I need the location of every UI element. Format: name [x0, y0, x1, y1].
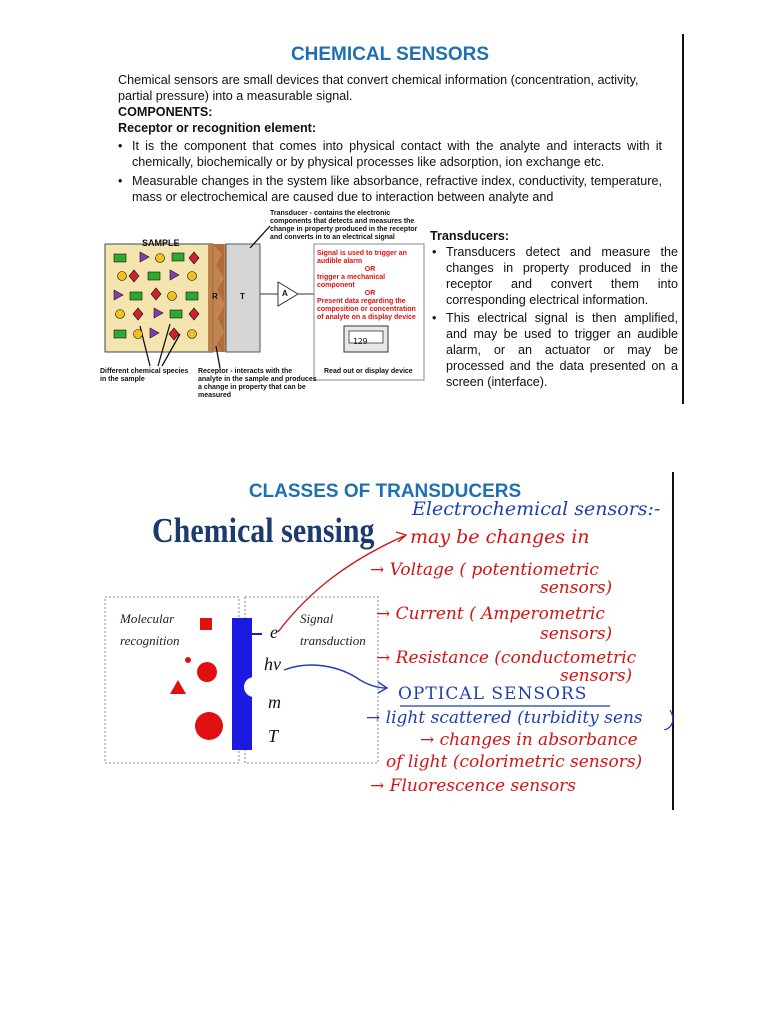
transducer-bullet: • This electrical signal is then amplified, and may be used to trigger an audible alarm, or an actuator or may be processed and the data presented on a screen (interface).	[430, 310, 678, 390]
note-resistance-sensors: sensors)	[560, 666, 633, 686]
receptor-note: Receptor - interacts with the analyte in the sample and produces a change in property that can be measured	[198, 368, 317, 399]
amplifier-triangle	[278, 282, 298, 306]
transducer-bullet: • Transducers detect and measure the changes in property produced in the receptor and convert them into corresponding electrical information.	[430, 244, 678, 308]
receptor-bullet: • It is the component that comes into physical contact with the analyte and interacts with it chemically, biochemically or by physical processes like adsorption, ion exchange etc.	[116, 138, 662, 170]
signal-type-m: m	[268, 692, 281, 712]
signal-type-hv: hv	[264, 654, 281, 674]
species-label: Different chemical species in the sample	[100, 368, 189, 383]
note-current-sensors: sensors)	[540, 624, 613, 644]
transducer-note: Transducer - contains the electronic components that detects and measures the change in property produced in the receptor and converts in to an electrical signal	[270, 210, 418, 241]
note-changes: may be changes in	[410, 526, 590, 548]
red-dot	[185, 657, 191, 663]
signal-notes	[317, 250, 423, 322]
components-heading-text: COMPONENTS:	[118, 105, 213, 119]
signal-note: Present data regarding the composition or concentration of analyte on a display device	[317, 298, 416, 321]
note-current: → Current ( Amperometric	[376, 604, 605, 624]
note-absorbance: → changes in absorbance	[420, 730, 638, 750]
receptor-letter: R	[212, 292, 218, 301]
slide2-title: CLASSES OF TRANSDUCERS	[248, 481, 522, 502]
receptor-bullet-list	[116, 138, 662, 205]
receptor-notch	[244, 677, 264, 697]
red-triangle	[170, 680, 186, 694]
red-circle-large	[195, 712, 223, 740]
amplifier-letter: A	[282, 289, 288, 298]
slide1-title: CHEMICAL SENSORS	[290, 44, 490, 65]
receptor-bullet: • Measurable changes in the system like absorbance, refractive index, conductivity, temperature, mass or electrochemical are caused due to interaction between analyte and	[116, 173, 662, 205]
note-voltage: → Voltage ( potentiometric	[370, 560, 599, 580]
note-resistance: → Resistance (conductometric	[376, 648, 637, 668]
signal-label: Signal transduction	[300, 611, 366, 648]
receptor-heading	[118, 120, 316, 136]
readout-label: Read out or display device	[324, 368, 413, 375]
note-colorimetric: of light (colorimetric sensors)	[386, 752, 643, 772]
slide1-intro-line2: partial pressure) into a measurable signal.	[118, 89, 353, 103]
signal-note: trigger a mechanical component	[317, 274, 386, 289]
receptor-heading-text: Receptor or recognition element:	[118, 121, 317, 135]
signal-type-e: e	[270, 622, 278, 642]
signal-note: Signal is used to trigger an audible alarm	[317, 250, 407, 265]
transducers-heading-text: Transducers:	[430, 229, 510, 243]
optical-arrow	[284, 665, 386, 688]
or-label: OR	[364, 266, 376, 273]
note-fluorescence: → Fluorescence sensors	[370, 776, 577, 796]
transducer-letter: T	[240, 292, 245, 301]
slide1-intro-line1: Chemical sensors are small devices that convert chemical information (concentration, activity,	[118, 73, 639, 87]
red-circle-medium	[197, 662, 217, 682]
sample-label: SAMPLE	[142, 238, 180, 248]
slide1-right-border	[682, 34, 684, 404]
note-optical: OPTICAL SENSORS	[398, 684, 588, 704]
note-voltage-sensors: sensors)	[540, 578, 613, 598]
note-electrochemical: Electrochemical sensors:-	[412, 498, 661, 520]
transducer-bullet-list	[430, 244, 678, 390]
red-square	[200, 618, 212, 630]
components-heading	[118, 104, 212, 120]
note-light-scattered: → light scattered (turbidity sens	[366, 708, 643, 728]
display-value: 129	[353, 337, 368, 346]
molecular-label: Molecular recognition	[120, 611, 180, 648]
sensor-diagram	[100, 206, 430, 406]
or-label: OR	[364, 290, 376, 297]
signal-type-t: T	[268, 726, 279, 746]
chemical-sensing-title: Chemical sensing	[152, 512, 375, 550]
transducers-heading	[430, 228, 509, 244]
